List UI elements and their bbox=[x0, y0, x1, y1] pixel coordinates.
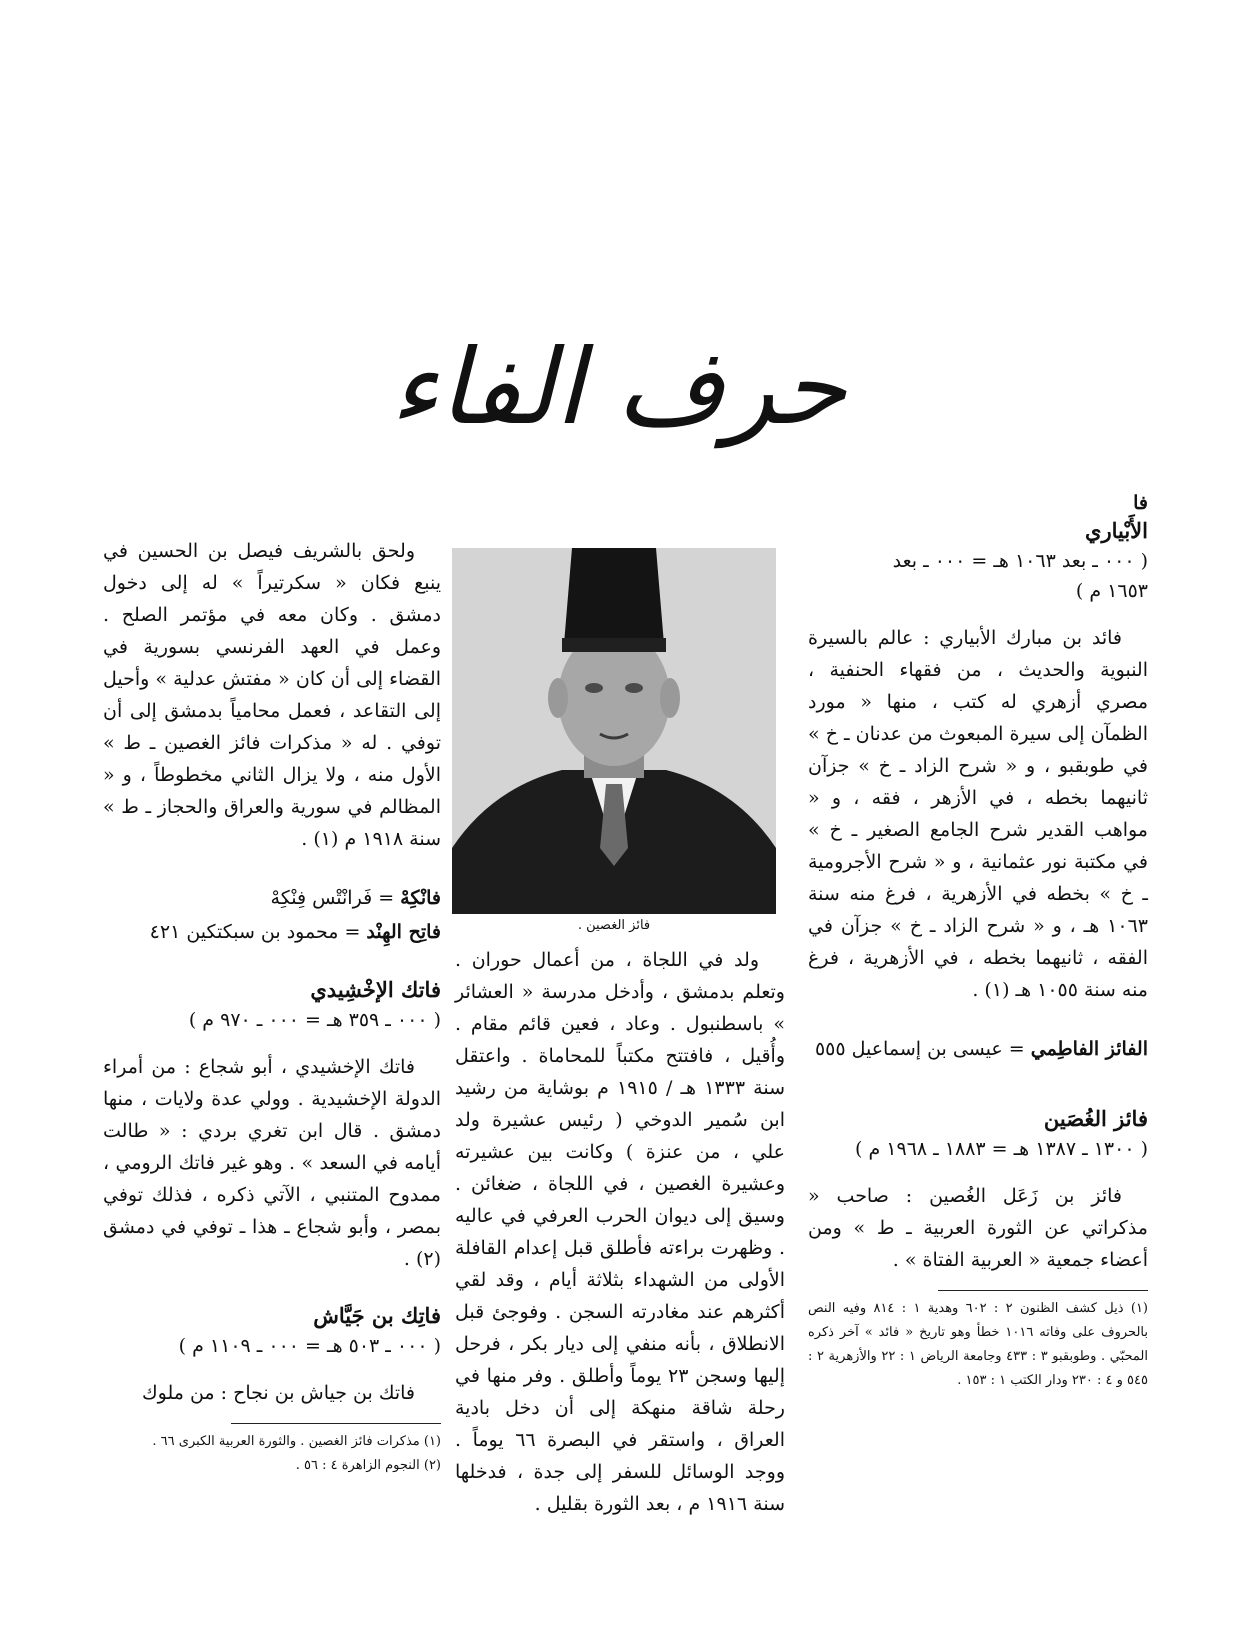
entry-dates: ( ٠٠٠ ـ ٥٠٣ هـ = ٠٠٠ ـ ١١٠٩ م ) bbox=[178, 1335, 441, 1357]
cross-reference bbox=[103, 881, 441, 915]
entry-body-continued: ولد في اللجاة ، من أعمال حوران . وتعلم بدمشق ، وأدخل مدرسة « العشائر » باسطنبول . وعاد ، فعين قائم مقام . وأُقيل ، فافتتح مكتباً للمحاماة . واعتقل سنة ١٣٣٣ هـ / ١٩١٥ م بوشاية من رشيد ابن سُمير الدوخي ( رئيس عشيرة ولد علي ، من عنزة ) وكانت بين عشيرته وعشيرة الغصين ، في اللجاة ، ضغائن . وسيق إلى ديوان الحرب العرفي في عاليه . وظهرت براءته فأطلق قبل إعدام القافلة الأولى من الشهداء بثلاثة أيام ، وقد لقي أكثرهم عند مغادرته السجن . وفوجئ قبل الانطلاق ، بأنه منفي إلى ديار بكر ، فرحل إليها وسجن ٢٣ يوماً وأطلق . وفر منها في رحلة شاقة منهكة إلى أن دخل بادية العراق ، واستقر في البصرة ٦٦ يوماً . ووجد الوسائل للسفر إلى جدة ، فدخلها سنة ١٩١٦ م ، بعد الثورة بقليل . bbox=[455, 949, 785, 1515]
entry-dates: ( ١٣٠٠ ـ ١٣٨٧ هـ = ١٨٨٣ ـ ١٩٦٨ م ) bbox=[855, 1138, 1148, 1160]
cross-reference-name: فاتِح الهِنْد bbox=[366, 921, 441, 943]
entry-body: فائز بن زَعَل الغُصين : صاحب « مذكراتي عن الثورة العربية ـ ط » ومن أعضاء جمعية « العربية الفتاة » . bbox=[808, 1185, 1148, 1271]
cross-reference-name: الفائز الفاطِمي bbox=[1030, 1038, 1148, 1060]
cross-reference-target: = عيسى بن إسماعيل ٥٥٥ bbox=[814, 1038, 1031, 1060]
chapter-title: حرف الفاء bbox=[389, 326, 847, 448]
entry-heading: الأَبْياري bbox=[1085, 518, 1148, 543]
entry-dates: ( ٠٠٠ ـ ٣٥٩ هـ = ٠٠٠ ـ ٩٧٠ م ) bbox=[188, 1009, 441, 1031]
entry-dates: ( ٠٠٠ ـ بعد ١٠٦٣ هـ = ٠٠٠ ـ بعد bbox=[892, 550, 1148, 572]
cross-reference bbox=[808, 1032, 1148, 1066]
cross-reference bbox=[103, 915, 441, 949]
right-column bbox=[808, 490, 1148, 1393]
cross-reference-name: فانْكِهْ bbox=[400, 887, 441, 909]
left-column bbox=[103, 535, 441, 1478]
footnote-divider bbox=[938, 1290, 1148, 1291]
letter-mark: فا bbox=[1133, 492, 1148, 514]
entry-heading: فائز الغُصَين bbox=[1043, 1106, 1148, 1131]
entry-heading: فاتك الإخْشِيدي bbox=[310, 977, 441, 1002]
entry-dates: ١٦٥٣ م ) bbox=[1075, 580, 1148, 602]
entry-body: فاتك الإخشيدي ، أبو شجاع : من أمراء الدولة الإخشيدية . وولي عدة ولايات ، منها دمشق . قال ابن تغري بردي : « طالت أيامه في السعد » . وهو غير فاتك الرومي ، ممدوح المتنبي ، الآتي ذكره ، فذلك توفي بمصر ، وأبو شجاع ـ هذا ـ توفي في دمشق (٢) . bbox=[103, 1056, 441, 1270]
footnote: (١) ذيل كشف الظنون ٢ : ٦٠٢ وهدية ١ : ٨١٤ وفيه النص بالحروف على وفاته ١٠١٦ خطأ وهو تاريخ « فائد » آخر ذكره المحبّي . وطوبقبو ٣ : ٤٣٣ وجامعة الرياض ١ : ٢٢ والأزهرية ٢ : ٥٤٥ و ٤ : ٢٣٠ ودار الكتب ١ : ١٥٣ . bbox=[808, 1301, 1148, 1388]
portrait-photo bbox=[452, 548, 776, 914]
cross-reference-target: = محمود بن سبكتكين ٤٢١ bbox=[149, 921, 367, 943]
cross-reference-target: = فَرانْتْس فِنْكِهْ bbox=[270, 887, 401, 909]
entry-body: فائد بن مبارك الأبياري : عالم بالسيرة النبوية والحديث ، من فقهاء الحنفية ، مصري أزهري له كتب ، منها « مورد الظمآن إلى سيرة المبعوث من عدنان ـ خ » في طوبقبو ، و « شرح الزاد ـ خ » جزآن ثانيهما بخطه ، في الأزهر ، فقه ، و « مواهب القدير شرح الجامع الصغير ـ خ » في مكتبة نور عثمانية ، و « شرح الأجرومية ـ خ » بخطه في الأزهرية ، فرغ منه سنة ١٠٦٣ هـ ، و « شرح الزاد ـ خ » جزآن في الفقه ، ثانيهما بخطه ، في الأزهرية ، فرغ منه سنة ١٠٥٥ هـ (١) . bbox=[808, 627, 1148, 1001]
entry-body-continued: ولحق بالشريف فيصل بن الحسين في ينبع فكان « سكرتيراً » له إلى دخول دمشق . وكان معه في مؤتمر الصلح . وعمل في العهد الفرنسي بسورية في القضاء إلى أن كان « مفتش عدلية » وأحيل إلى التقاعد ، فعمل محامياً بدمشق إلى أن توفي . له « مذكرات فائز الغصين ـ ط » الأول منه ، ولا يزال الثاني مخطوطاً ، و « المظالم في سورية والعراق والحجاز ـ ط » سنة ١٩١٨ م (١) . bbox=[103, 540, 441, 850]
photo-caption: فائز الغصين . bbox=[577, 918, 651, 933]
footnote: (١) مذكرات فائز الغصين . والثورة العربية الكبرى ٦٦ . bbox=[152, 1434, 441, 1449]
entry-body: فاتك بن جياش بن نجاح : من ملوك bbox=[141, 1382, 415, 1404]
entry-heading: فاتِك بن جَيَّاش bbox=[313, 1303, 441, 1328]
portrait-image bbox=[452, 548, 776, 914]
middle-column bbox=[455, 944, 785, 1520]
footnote: (٢) النجوم الزاهرة ٤ : ٥٦ . bbox=[295, 1458, 441, 1473]
footnote-divider bbox=[231, 1423, 441, 1424]
